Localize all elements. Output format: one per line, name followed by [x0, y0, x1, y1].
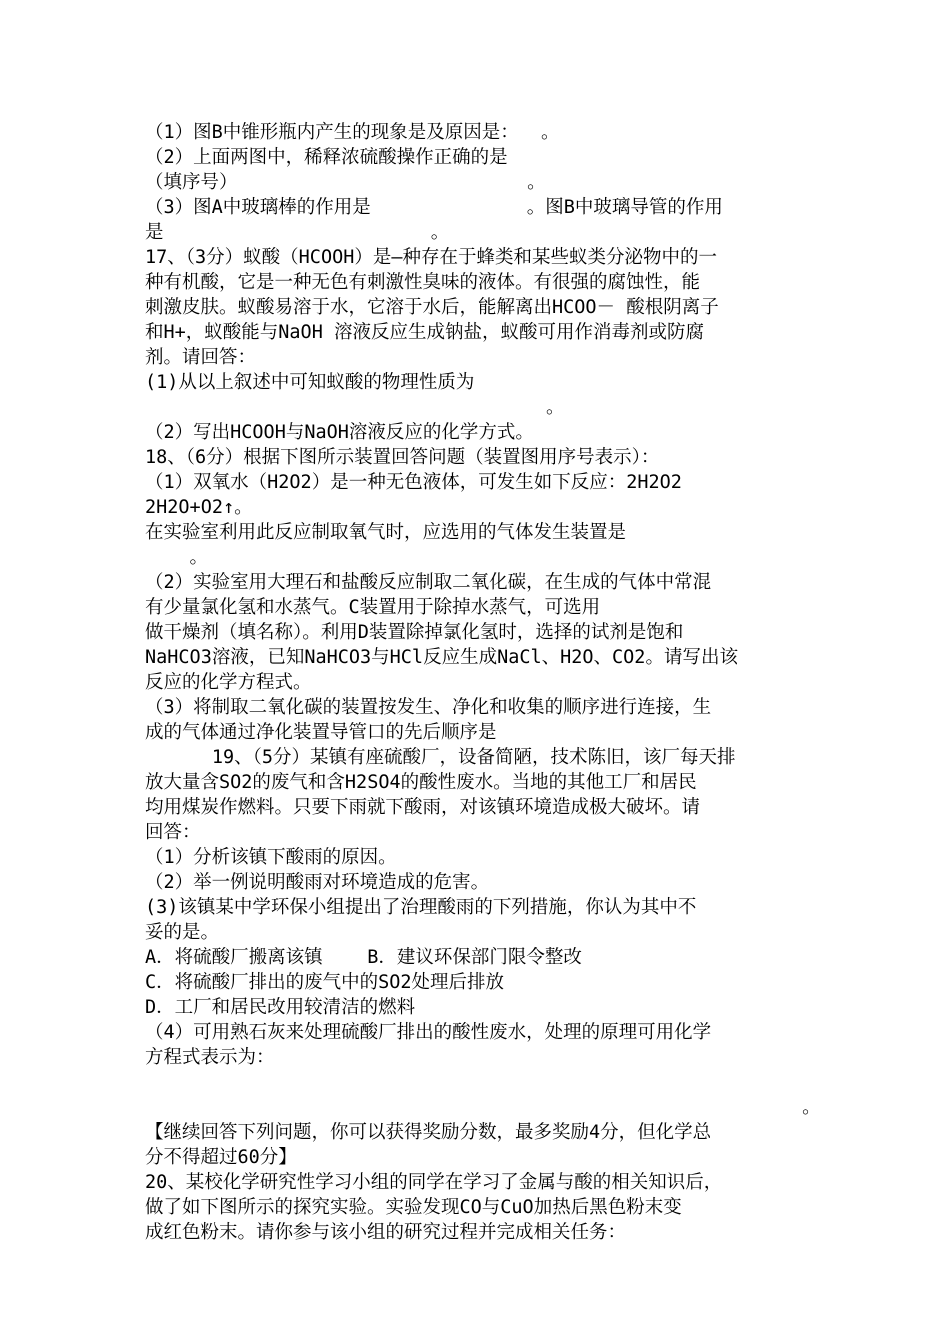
text-line: 。: [145, 397, 565, 418]
text-line: （2）举一例说明酸雨对环境造成的危害。: [145, 872, 490, 893]
question-18-line: 18、（6分）根据下图所示装置回答问题（装置图用序号表示）：: [145, 447, 660, 468]
text-line: 有少量氯化氢和水蒸气。C装置用于除掉水蒸气，可选用: [145, 597, 601, 618]
text-line: （3）图A中玻璃棒的作用是 。图B中玻璃导管的作用: [145, 197, 723, 218]
option-d-line: D．工厂和居民改用较清洁的燃料: [145, 997, 416, 1018]
text-line: 剂。请回答：: [145, 347, 257, 368]
option-a-b-line: A．将硫酸厂搬离该镇 B．建议环保部门限令整改: [145, 947, 582, 968]
bonus-notice-line: 【继续回答下列问题，你可以获得奖励分数，最多奖励4分，但化学总: [145, 1122, 712, 1143]
blank-line: [145, 1070, 815, 1095]
text-line: 反应的化学方程式。: [145, 672, 312, 693]
text-line: 做了如下图所示的探究实验。实验发现CO与CuO加热后黑色粉末变: [145, 1197, 682, 1218]
text-line: 回答：: [145, 822, 201, 843]
text-line: （2）写出HCOOH与NaOH溶液反应的化学方式。: [145, 422, 534, 443]
question-20-line: 20、某校化学研究性学习小组的同学在学习了金属与酸的相关知识后，: [145, 1172, 723, 1193]
bonus-notice-line: 分不得超过60分】: [145, 1147, 297, 1168]
text-line: (1)从以上叙述中可知蚁酸的物理性质为: [145, 372, 475, 393]
question-17-line: 17、（3分）蚁酸（HCOOH）是—种存在于蜂类和某些蚁类分泌物中的一: [145, 247, 717, 268]
text-line: 成的气体通过净化装置导管口的先后顺序是: [145, 722, 497, 743]
text-line: 是 。: [145, 222, 450, 243]
text-line: 种有机酸，它是一种无色有刺激性臭味的液体。有很强的腐蚀性，能: [145, 272, 701, 293]
text-line: （1）图B中锥形瓶内产生的现象是及原因是： 。: [145, 122, 560, 143]
text-line: （2）上面两图中，稀释浓硫酸操作正确的是: [145, 147, 508, 168]
text-line: 方程式表示为：: [145, 1047, 275, 1068]
text-line: （1）分析该镇下酸雨的原因。: [145, 847, 397, 868]
text-line: (3)该镇某中学环保小组提出了治理酸雨的下列措施，你认为其中不: [145, 897, 697, 918]
text-line: 放大量含SO2的废气和含H2SO4的酸性废水。当地的其他工厂和居民: [145, 772, 697, 793]
text-line: 做干燥剂（填名称）。利用D装置除掉氯化氢时，选择的试剂是饱和: [145, 622, 684, 643]
text-line: 2H2O+O2↑。: [145, 497, 253, 518]
text-line: （1）双氧水（H2O2）是一种无色液体，可发生如下反应：2H2O2: [145, 472, 682, 493]
question-19-line: 19、（5分）某镇有座硫酸厂，设备简陋，技术陈旧，该厂每天排: [145, 747, 736, 768]
text-line: 刺激皮肤。蚁酸易溶于水，它溶于水后，能解离出HCOO－ 酸根阴离子: [145, 297, 719, 318]
text-line: 和H+，蚁酸能与NaOH 溶液反应生成钠盐，蚁酸可用作消毒剂或防腐: [145, 322, 704, 343]
text-line: 在实验室利用此反应制取氧气时，应选用的气体发生装置是: [145, 522, 627, 543]
text-line: （4）可用熟石灰来处理硫酸厂排出的酸性废水，处理的原理可用化学: [145, 1022, 712, 1043]
text-line: 成红色粉末。请你参与该小组的研究过程并完成相关任务：: [145, 1222, 627, 1243]
text-line: 。: [145, 547, 209, 568]
text-line: 妥的是。: [145, 922, 220, 943]
text-line: （3）将制取二氧化碳的装置按发生、净化和收集的顺序进行连接，生: [145, 697, 712, 718]
text-line: （2）实验室用大理石和盐酸反应制取二氧化碳，在生成的气体中常混: [145, 572, 712, 593]
text-line: NaHCO3溶液，已知NaHCO3与HCl反应生成NaCl、H2O、CO2。请写出该: [145, 647, 738, 668]
text-line: （填序号） 。: [145, 172, 546, 193]
option-c-line: C．将硫酸厂排出的废气中的SO2处理后排放: [145, 972, 505, 993]
text-line: 。: [145, 1097, 821, 1118]
document-page: [145, 120, 821, 1245]
text-line: 均用煤炭作燃料。只要下雨就下酸雨，对该镇环境造成极大破坏。请: [145, 797, 701, 818]
